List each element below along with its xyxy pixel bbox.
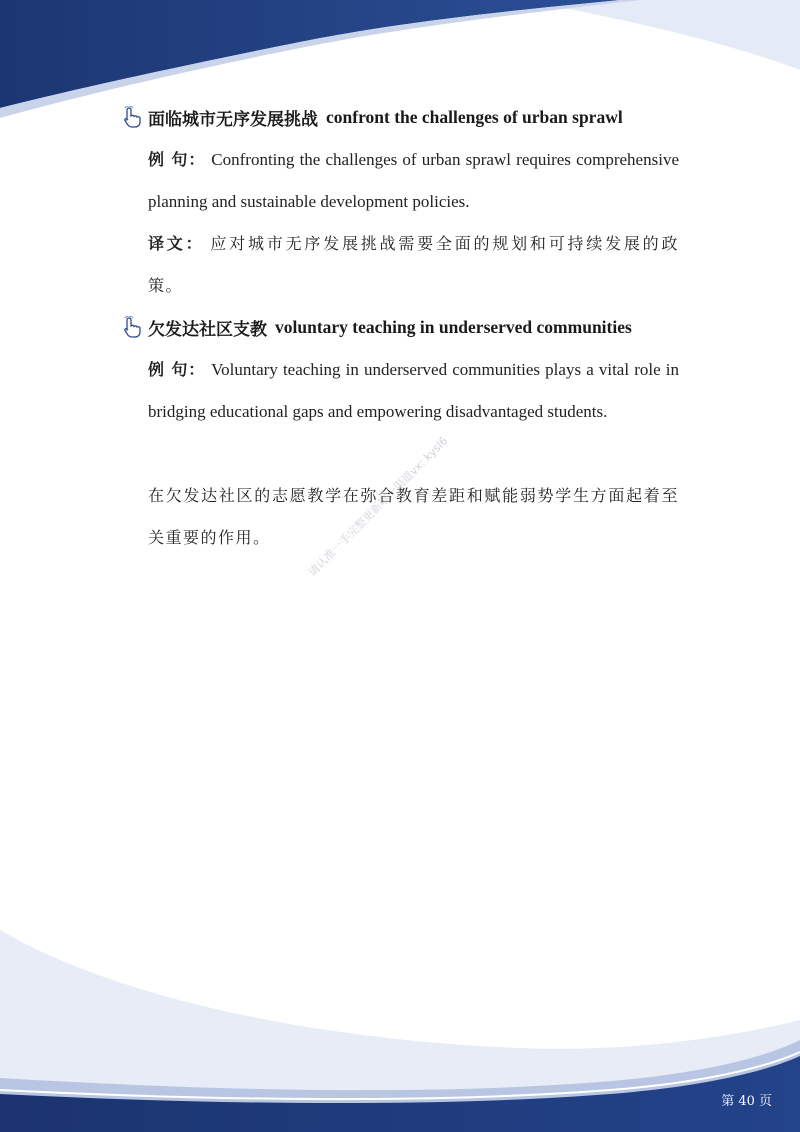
translation-text: 应对城市无序发展挑战需要全面的规划和可持续发展的政策。 — [148, 234, 679, 295]
example-text: Voluntary teaching in underserved communities plays a vital role in bridging educational gaps and empowering disadvantaged students. — [148, 360, 679, 421]
example-label: 例 句： — [148, 150, 206, 169]
translation — [148, 475, 679, 559]
term-english: voluntary teaching in underserved communities — [275, 316, 632, 337]
translation — [148, 223, 679, 307]
example-sentence — [148, 349, 679, 433]
term-chinese: 欠发达社区支教 — [148, 319, 267, 340]
watermark-text: 请认准一手完整更新唯一渠道vx: kysl6 — [305, 434, 451, 579]
translation-text: 在欠发达社区的志愿教学在弥合教育差距和赋能弱势学生方面起着至关重要的作用。 — [148, 486, 679, 547]
page-number: 第 40 页 — [721, 1094, 772, 1109]
pointing-hand-icon — [122, 106, 142, 128]
entry-heading — [122, 314, 632, 340]
translation-label: 译文： — [148, 234, 205, 253]
term-english: confront the challenges of urban sprawl — [326, 106, 623, 127]
pointing-hand-icon — [122, 316, 142, 338]
example-text: Confronting the challenges of urban sprawl requires comprehensive planning and sustainable development policies. — [148, 150, 679, 211]
example-label: 例 句： — [148, 360, 206, 379]
entry-heading — [122, 104, 623, 130]
example-sentence — [148, 139, 679, 223]
term-chinese: 面临城市无序发展挑战 — [148, 109, 318, 130]
